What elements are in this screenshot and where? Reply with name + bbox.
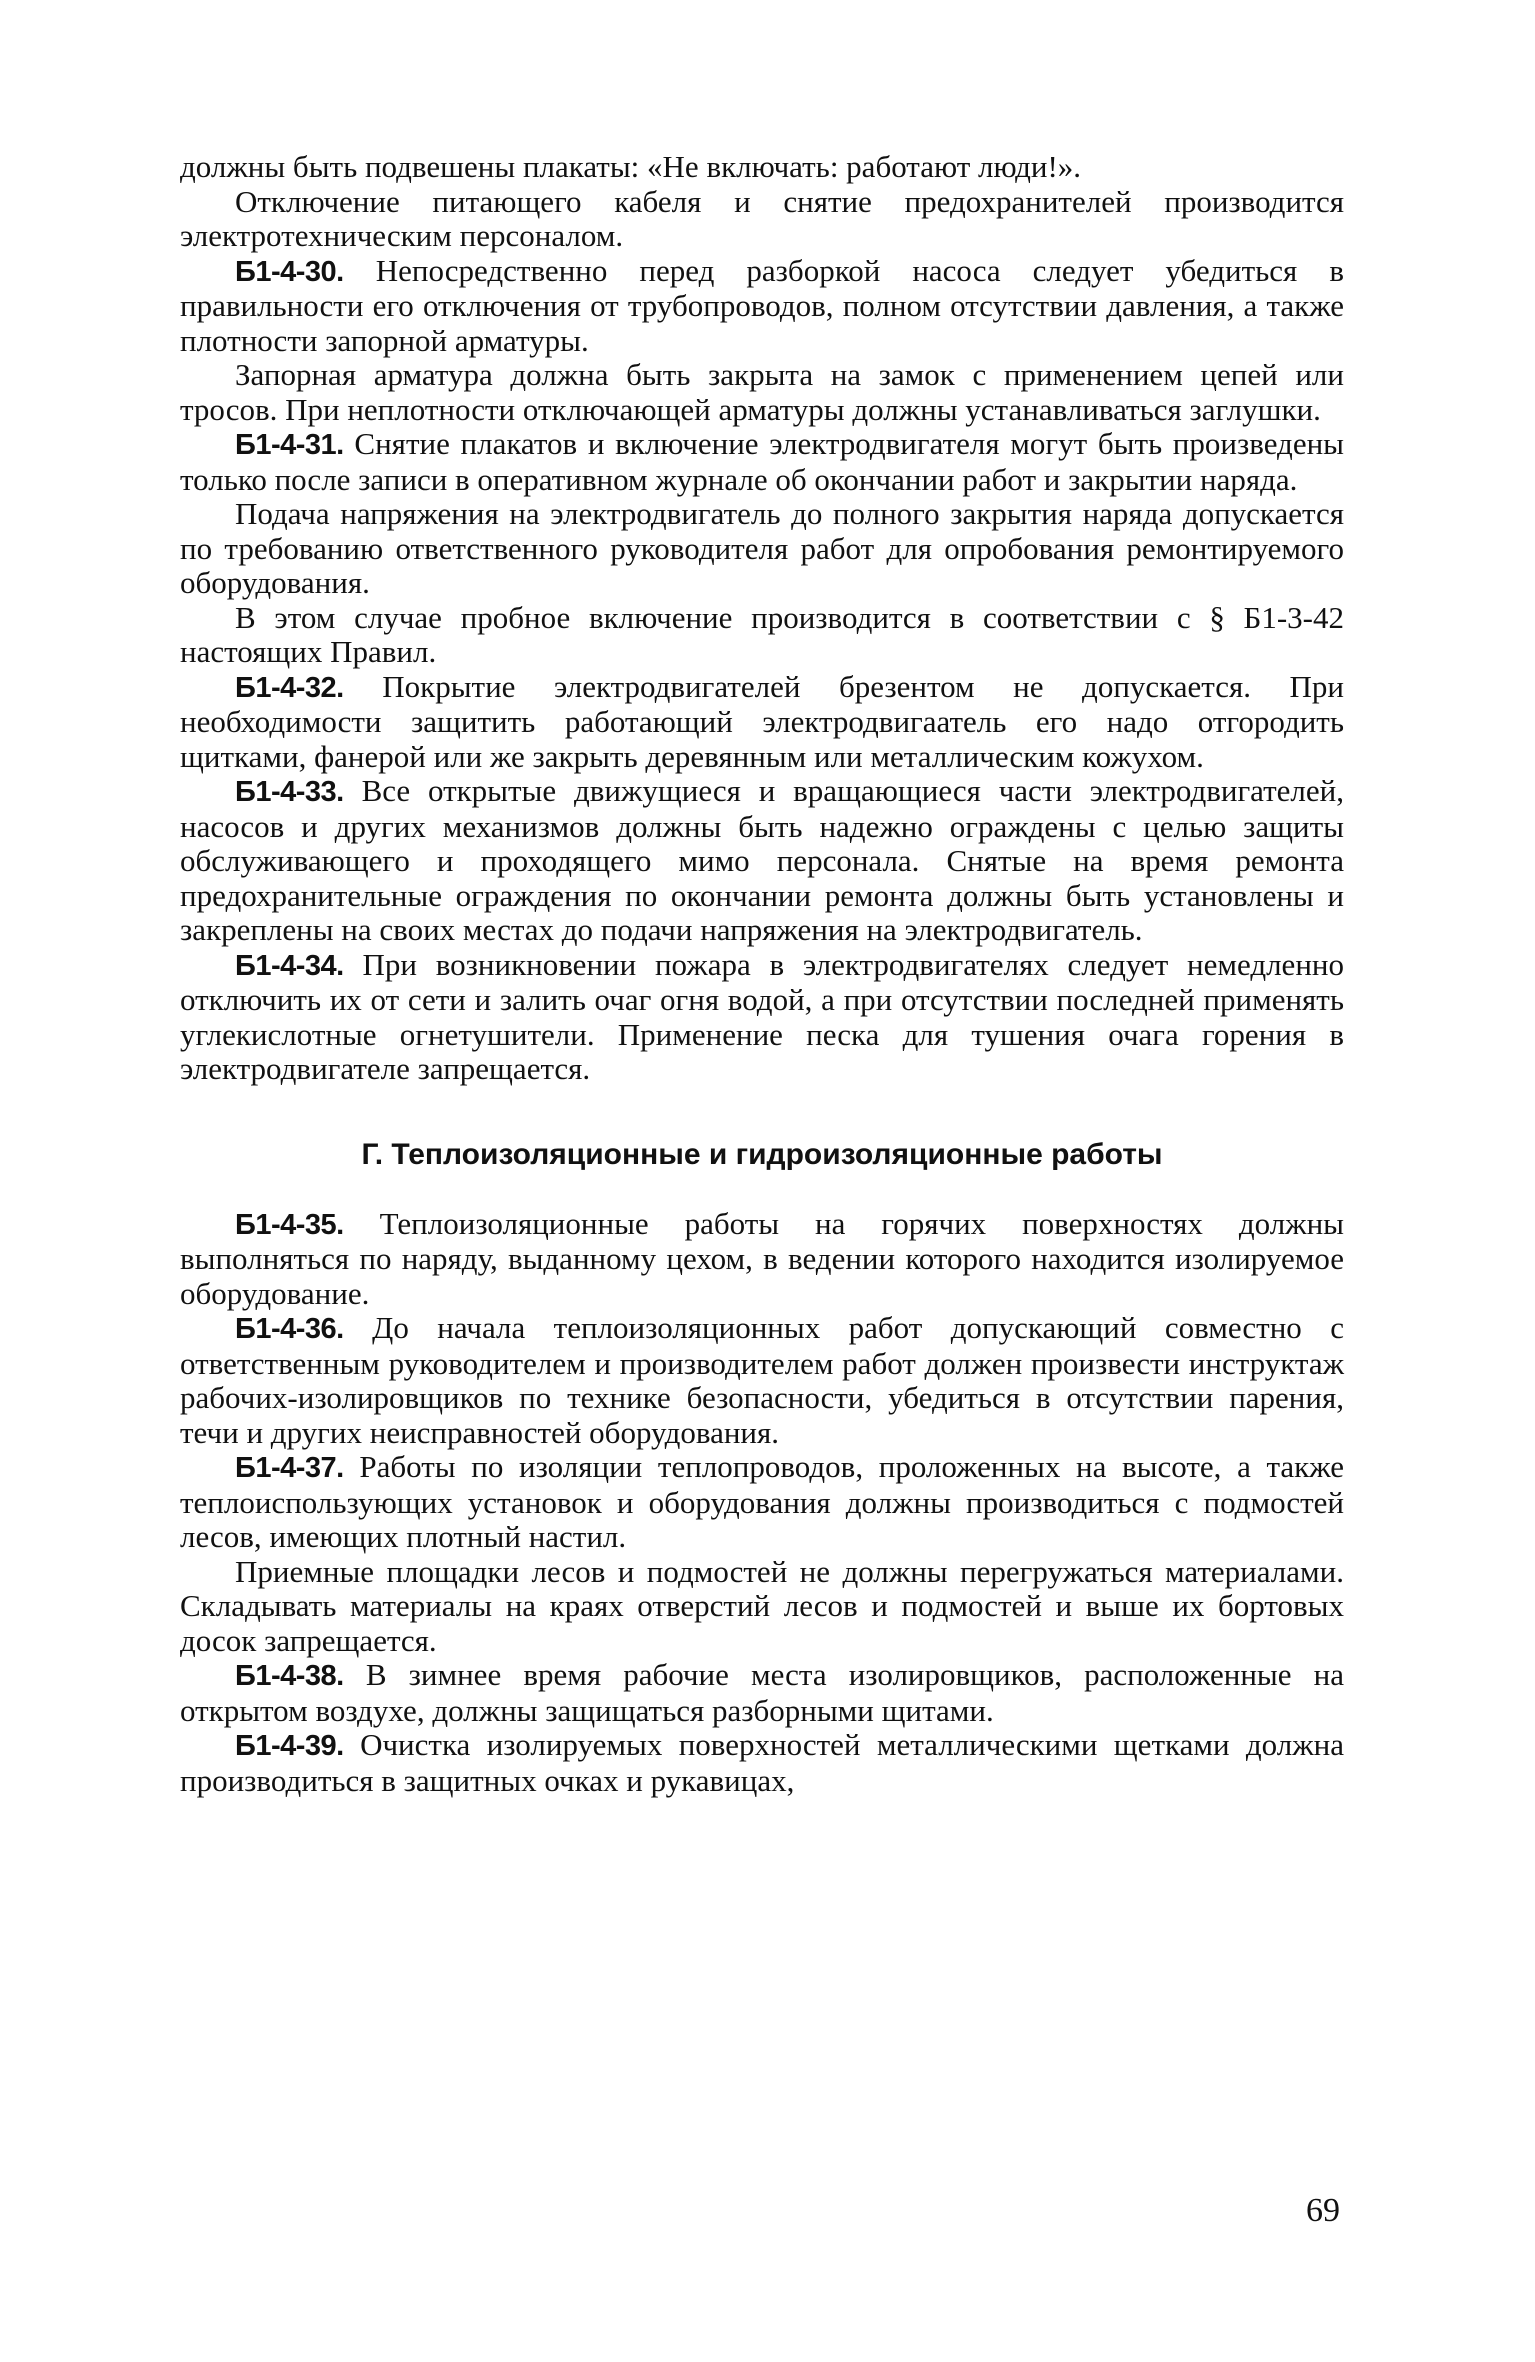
paragraph-text: До начала теплоизоляционных работ допускающий совместно с ответственным руководителем и производителем работ должен произвести инструктаж рабочих-изолировщиков по технике безопасности, убедиться в отсутствии парения, течи и других неисправностей оборудования. <box>180 1310 1344 1450</box>
paragraph <box>180 601 1344 670</box>
paragraph <box>180 427 1344 497</box>
paragraph-text: Покрытие электродвигателей брезентом не допускается. При необходимости защитить работающий электродвигаатель его надо отгородить щитками, фанерой или же закрыть деревянным или металлическим кожухом. <box>180 668 1344 774</box>
paragraph-text: В зимнее время рабочие места изолировщиков, расположенные на открытом воздухе, должны защищаться разборными щитами. <box>180 1657 1344 1728</box>
paragraph-text: Теплоизоляционные работы на горячих поверхностях должны выполняться по наряду, выданному цехом, в ведении которого находится изолируемое оборудование. <box>180 1205 1344 1311</box>
section-number: Б1-4-39. <box>235 1730 344 1762</box>
paragraph <box>180 254 1344 359</box>
paragraph <box>180 1658 1344 1728</box>
paragraph <box>180 497 1344 601</box>
paragraph <box>180 1311 1344 1450</box>
paragraph-text: Отключение питающего кабеля и снятие предохранителей производится электротехническим персоналом. <box>180 183 1344 253</box>
paragraph-text: В этом случае пробное включение производится в соответствии с § Б1-3-42 настоящих Правил. <box>180 599 1344 669</box>
paragraph <box>180 774 1344 948</box>
paragraph-text: Подача напряжения на электродвигатель до полного закрытия наряда допускается по требованию ответственного руководителя работ для опробования ремонтируемого оборудования. <box>180 496 1344 600</box>
paragraph-text: Очистка изолируемых поверхностей металлическими щетками должна производиться в защитных очках и рукавицах, <box>180 1727 1344 1798</box>
paragraph-text: Снятие плакатов и включение электродвигателя могут быть произведены только после записи в оперативном журнале об окончании работ и закрытии наряда. <box>180 426 1344 497</box>
section-number: Б1-4-36. <box>235 1313 344 1345</box>
section-number: Б1-4-37. <box>235 1452 344 1484</box>
section-heading: Г. Теплоизоляционные и гидроизоляционные работы <box>361 1137 1163 1171</box>
section-number: Б1-4-34. <box>235 949 344 982</box>
paragraph <box>180 358 1344 427</box>
section-number: Б1-4-30. <box>235 255 344 288</box>
section-number: Б1-4-32. <box>235 671 344 704</box>
paragraph <box>180 185 1344 254</box>
section-number: Б1-4-33. <box>235 776 344 808</box>
section-number: Б1-4-35. <box>235 1208 344 1241</box>
section-number: Б1-4-31. <box>235 429 344 461</box>
paragraph <box>180 1555 1344 1659</box>
paragraph <box>180 948 1344 1087</box>
paragraph-text: При возникновении пожара в электродвигателях следует немедленно отключить их от сети и залить очаг огня водой, а при отсутствии последней применять углекислотные огнетушители. Применение песка для тушения очага горения в электродвигателе запрещается. <box>180 946 1344 1086</box>
section-number: Б1-4-38. <box>235 1660 344 1692</box>
paragraph <box>180 1207 1344 1312</box>
paragraph-text: должны быть подвешены плакаты: «Не включать: работают люди!». <box>180 149 1082 184</box>
paragraph-group-1 <box>180 150 1344 1087</box>
paragraph <box>180 670 1344 775</box>
paragraph <box>180 150 1344 185</box>
paragraph-text: Приемные площадки лесов и подмостей не должны перегружаться материалами. Складывать материалы на краях отверстий лесов и подмостей и выше их бортовых досок запрещается. <box>180 1553 1344 1658</box>
paragraph-text: Запорная арматура должна быть закрыта на замок с применением цепей или тросов. При неплотности отключающей арматуры должны устанавливаться заглушки. <box>180 357 1344 427</box>
paragraph-group-2 <box>180 1207 1344 1799</box>
page-body <box>180 150 1344 1798</box>
paragraph-text: Работы по изоляции теплопроводов, проложенных на высоте, а также теплоиспользующих установок и оборудования должны производиться с подмостей лесов, имеющих плотный настил. <box>180 1449 1344 1554</box>
page-number: 69 <box>1306 2192 1340 2229</box>
paragraph-text: Непосредственно перед разборкой насоса следует убедиться в правильности его отключения от трубопроводов, полном отсутствии давления, а также плотности запорной арматуры. <box>180 252 1344 358</box>
paragraph <box>180 1728 1344 1798</box>
paragraph-text: Все открытые движущиеся и вращающиеся части электродвигателей, насосов и других механизмов должны быть надежно ограждены с целью защиты обслуживающего и проходящего мимо персонала. Снятые на время ремонта предохранительные ограждения по окончании ремонта должны быть установлены и закреплены на своих местах до подачи напряжения на электродвигатель. <box>180 773 1344 947</box>
paragraph <box>180 1450 1344 1555</box>
